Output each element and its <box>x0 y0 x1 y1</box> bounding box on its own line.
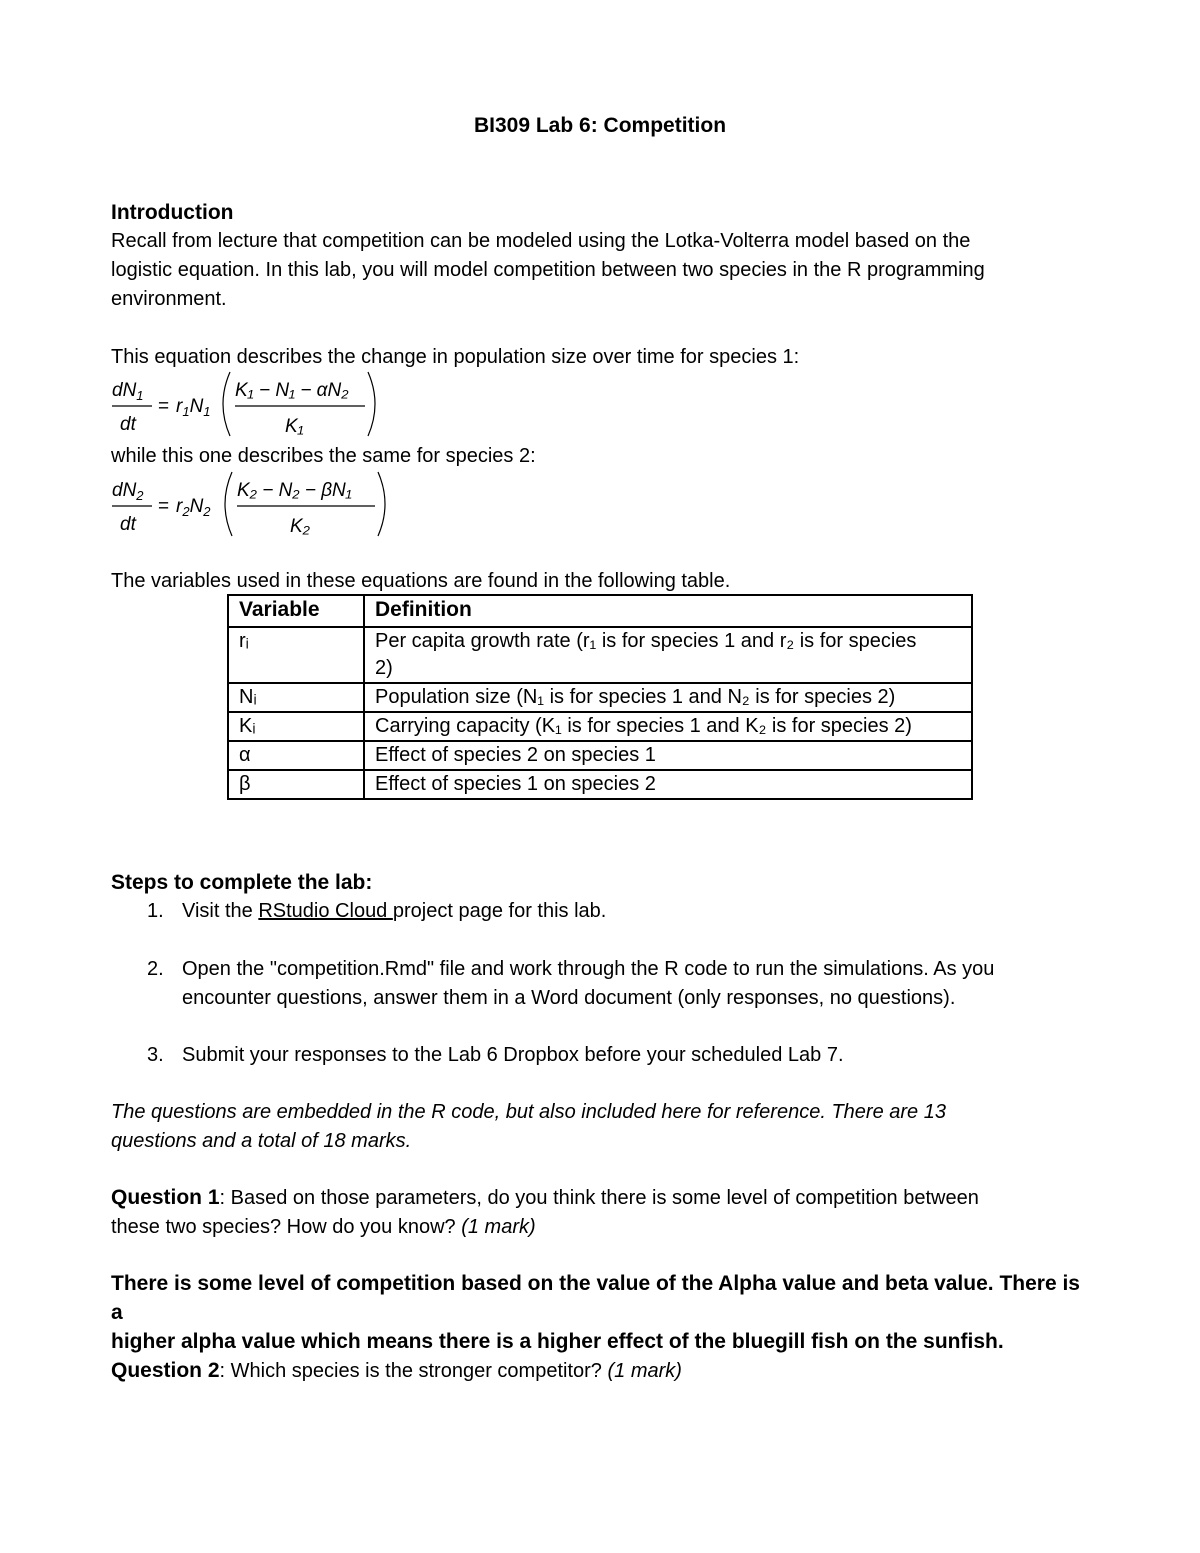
eq2-label: while this one describes the same for species 2: <box>111 445 536 467</box>
equation-species-2 <box>110 468 390 540</box>
table-row <box>228 770 972 799</box>
step-text: encounter questions, answer them in a Word document (only responses, no questions). <box>182 987 956 1009</box>
step-text: Open the "competition.Rmd" file and work through the R code to run the simulations. As you <box>182 958 995 980</box>
answer-line: higher alpha value which means there is a higher effect of the bluegill fish on the sunfish. <box>111 1330 1004 1353</box>
table-cell-variable: rᵢ <box>228 627 364 683</box>
table-header-variable: Variable <box>228 595 364 627</box>
eq1-label: This equation describes the change in population size over time for species 1: <box>111 346 800 368</box>
step-text: project page for this lab. <box>392 900 607 922</box>
step-item <box>111 1041 1091 1070</box>
table-cell-variable: α <box>228 741 364 770</box>
table-row <box>228 683 972 712</box>
question-1-text: these two species? How do you know? <box>111 1216 462 1238</box>
note-line: The questions are embedded in the R code, but also included here for reference. There are 13 <box>111 1101 946 1123</box>
table-cell-definition: Carrying capacity (K₁ is for species 1 and K₂ is for species 2) <box>364 712 972 741</box>
equation-species-1 <box>110 368 380 440</box>
eq1-equals: = <box>158 396 170 417</box>
step-item <box>111 897 1091 926</box>
table-cell-definition: Population size (N₁ is for species 1 and N₂ is for species 2) <box>364 683 972 712</box>
rstudio-cloud-link[interactable]: RStudio Cloud <box>258 900 393 922</box>
question-1-text: : Based on those parameters, do you think there is some level of competition between <box>219 1187 979 1209</box>
step-item <box>111 955 1091 1013</box>
note-line: questions and a total of 18 marks. <box>111 1130 412 1152</box>
eq1-fraction-numerator: K₁ − N₁ − αN₂ <box>235 380 349 401</box>
step-text: Submit your responses to the Lab 6 Dropbox before your scheduled Lab 7. <box>182 1044 844 1066</box>
question-2-label: Question 2 <box>111 1359 220 1382</box>
steps-heading: Steps to complete the lab: <box>111 871 373 894</box>
question-1-marks: (1 mark) <box>461 1216 536 1238</box>
answer-1 <box>111 1269 1091 1356</box>
intro-line: Recall from lecture that competition can be modeled using the Lotka-Volterra model based on the <box>111 230 971 252</box>
table-row <box>228 741 972 770</box>
table-cell-variable: Nᵢ <box>228 683 364 712</box>
questions-note <box>111 1098 1091 1156</box>
question-1 <box>111 1183 1091 1242</box>
step-text: Visit the <box>182 900 259 922</box>
eq1-rn: $r_1N_1$ <box>176 396 211 419</box>
question-2-text: : Which species is the stronger competitor? <box>219 1360 608 1382</box>
table-intro: The variables used in these equations are found in the following table. <box>111 570 731 592</box>
eq2-equals: = <box>158 496 170 517</box>
table-header-definition: Definition <box>364 595 972 627</box>
answer-line: There is some level of competition based on the value of the Alpha value and beta value. There is a <box>111 1272 1080 1324</box>
table-cell-definition <box>364 627 972 683</box>
eq2-fraction-denominator: K₂ <box>290 516 310 537</box>
table-cell-variable: Kᵢ <box>228 712 364 741</box>
eq1-dt: dt <box>120 414 136 435</box>
page-title: BI309 Lab 6: Competition <box>473 114 727 137</box>
eq2-dn: $dN_2$ <box>112 480 144 503</box>
eq2-fraction-numerator: K₂ − N₂ − βN₁ <box>237 480 352 501</box>
table-cell-definition: Effect of species 1 on species 2 <box>364 770 972 799</box>
definition-line: Per capita growth rate (r₁ is for species 1 and r₂ is for species <box>375 630 917 652</box>
intro-line: logistic equation. In this lab, you will model competition between two species in the R programming <box>111 259 985 281</box>
definition-line: 2) <box>375 657 393 679</box>
question-1-label: Question 1 <box>111 1186 220 1209</box>
question-2-marks: (1 mark) <box>607 1360 682 1382</box>
table-row <box>228 712 972 741</box>
eq1-fraction-denominator: K₁ <box>285 416 304 437</box>
intro-line: environment. <box>111 288 227 310</box>
table-cell-variable: β <box>228 770 364 799</box>
variables-table <box>227 594 973 800</box>
steps-list <box>111 897 1091 926</box>
table-header-row <box>228 595 972 627</box>
intro-heading: Introduction <box>111 201 234 224</box>
table-cell-definition: Effect of species 2 on species 1 <box>364 741 972 770</box>
intro-paragraph <box>111 227 1091 314</box>
step-number: 2. <box>147 958 164 980</box>
eq2-dt: dt <box>120 514 136 535</box>
step-number: 3. <box>147 1044 164 1066</box>
question-2 <box>111 1356 1091 1386</box>
table-row <box>228 627 972 683</box>
step-number: 1. <box>147 900 164 922</box>
eq1-dn: $dN_1$ <box>112 380 144 403</box>
eq2-rn: $r_2N_2$ <box>176 496 211 519</box>
